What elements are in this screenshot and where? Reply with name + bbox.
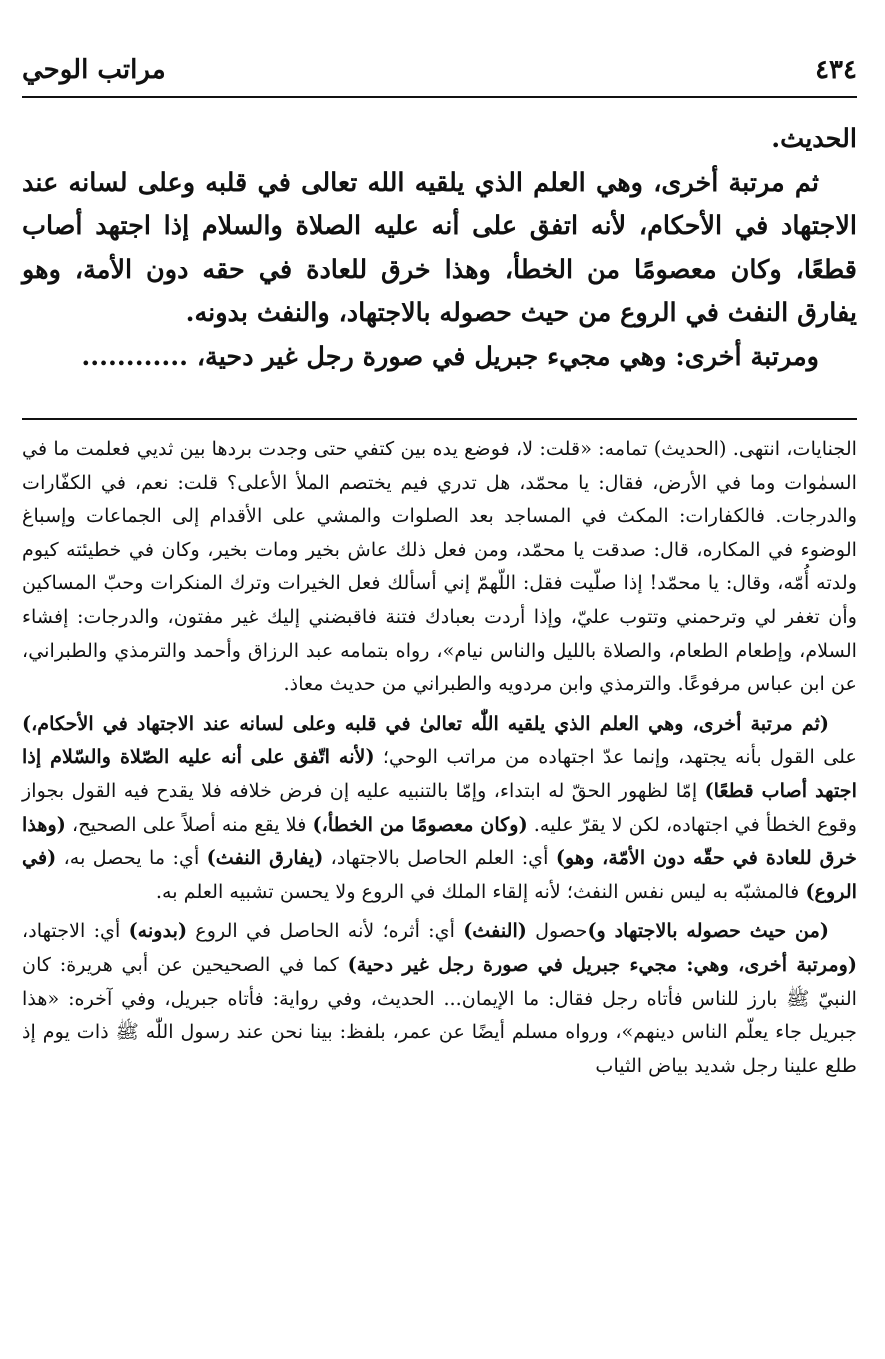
commentary-text: أي: العلم الحاصل بالاجتهاد، xyxy=(323,846,556,870)
commentary-paragraph-1: الجنايات، انتهى. (الحديث) تمامه: «قلت: لا، فوضع يده بين كتفي حتى وجدت بردها بين ثديي فعلمت ما في السمٰوات وما في الأرض، فقال: يا محمّد، هل تدري فيم يختصم الملأ الأعلى؟ قلت: نعم، في الكفّارات والدرجات. فالكفارات: المكث في المساجد بعد الصلوات والمشي على الأقدام إلى الجماعات وإسباغ الوضوء في المكاره، قال: صدقت يا محمّد، ومن فعل ذلك عاش بخير ومات بخير، وكان في خطيئته كيوم ولدته أُمّه، وقال: يا محمّد! إذا صلّيت فقل: اللّهمّ إني أسألك فعل الخيرات وترك المنكرات وحبّ المساكين وأن تغفر لي وترحمني وتتوب عليّ، وإذا أردت بعبادك فتنة فاقبضني إليك غير مفتون، والدرجات: إفشاء السلام، وإطعام الطعام، والصلاة بالليل والناس نيام»، رواه بتمامه عبد الرزاق وأحمد والترمذي والطبراني، عن ابن عباس مرفوعًا. والترمذي وابن مردويه والطبراني من حديث معاذ. xyxy=(22,437,857,696)
quoted-matn: (النفث) xyxy=(463,919,527,943)
main-text xyxy=(22,118,857,379)
main-paragraph-2: ثم مرتبة أخرى، وهي العلم الذي يلقيه الله تعالى في قلبه وعلى لسانه عند الاجتهاد في الأحكام، لأنه اتفق على أنه عليه الصلاة والسلام إذا اجتهد أصاب قطعًا، وكان معصومًا من الخطأ، وهذا خرق للعادة في حقه دون الأمة، وهو يفارق النفث في الروع من حيث حصوله بالاجتهاد، والنفث بدونه. xyxy=(22,167,857,328)
main-paragraph-1: الحديث. xyxy=(771,124,857,154)
quoted-matn: (ومرتبة أخرى، وهي: مجيء جبريل في صورة رجل غير دحية) xyxy=(347,952,857,976)
commentary xyxy=(22,432,857,1082)
quoted-matn: (ثم مرتبة أخرى، وهي العلم الذي يلقيه اللّٰه تعالىٰ في قلبه وعلى لسانه عند الاجتهاد في الأحكام،) xyxy=(22,711,829,735)
commentary-text: على القول بأنه يجتهد، وإنما عدّ اجتهاده من مراتب الوحي؛ xyxy=(374,745,857,769)
commentary-text: أي: أثره؛ لأنه الحاصل في الروع xyxy=(187,919,464,943)
quoted-matn: (يفارق النفث) xyxy=(206,846,324,870)
quoted-matn: (في الروع) xyxy=(22,846,857,903)
book-page xyxy=(22,0,857,1359)
footnote-divider xyxy=(22,418,857,420)
commentary-text: فالمشبّه به ليس نفس النفث؛ لأنه إلقاء الملك في الروع ولا يحسن تشبيه العلم به. xyxy=(155,879,806,903)
commentary-text: أي: الاجتهاد، xyxy=(22,919,129,943)
quoted-matn: (وهذا خرق للعادة في حقّه دون الأمّة، وهو) xyxy=(22,812,858,870)
commentary-text: أي: ما يحصل به، xyxy=(56,846,207,870)
running-title: مراتب الوحي xyxy=(22,55,166,85)
commentary-text: حصول xyxy=(526,919,588,943)
quoted-matn: (من حيث حصوله بالاجتهاد و) xyxy=(587,919,829,943)
page-header xyxy=(22,48,857,92)
commentary-text: كما في الصحيحين عن أبي هريرة: كان النبيّ ﷺ بارز للناس فأتاه رجل فقال: ما الإيمان... الحديث، وفي رواية: فأتاه جبريل، وفي آخره: «هذا جبريل جاء يعلّم الناس دينهم»، ورواه مسلم أيضًا عن عمر، بلفظ: بينا نحن عند رسول اللّٰه ﷺ ذات يوم إذ طلع علينا رجل شديد بياض الثياب xyxy=(22,952,857,1077)
commentary-text: فلا يقع منه أصلاً على الصحيح، xyxy=(65,812,313,836)
commentary-paragraph-2 xyxy=(22,707,857,909)
header-rule xyxy=(22,96,857,98)
main-paragraph-3: ومرتبة أخرى: وهي مجيء جبريل في صورة رجل غير دحية، ............ xyxy=(81,341,819,372)
quoted-matn: (وكان معصومًا من الخطأ،) xyxy=(312,812,528,836)
quoted-matn: (بدونه) xyxy=(128,919,188,943)
commentary-paragraph-3 xyxy=(22,914,857,1082)
commentary-text: إمّا لظهور الحقّ له ابتداء، وإمّا بالتنبيه عليه إن فرض خلافه فلا يقدح فيه القول بجواز وقوع الخطأ في اجتهاده، لكن لا يقرّ عليه. xyxy=(22,778,857,836)
page-number: ٤٣٤ xyxy=(815,55,857,85)
quoted-matn: (لأنه اتّفق على أنه عليه الصّلاة والسّلام إذا اجتهد أصاب قطعًا) xyxy=(22,745,857,802)
